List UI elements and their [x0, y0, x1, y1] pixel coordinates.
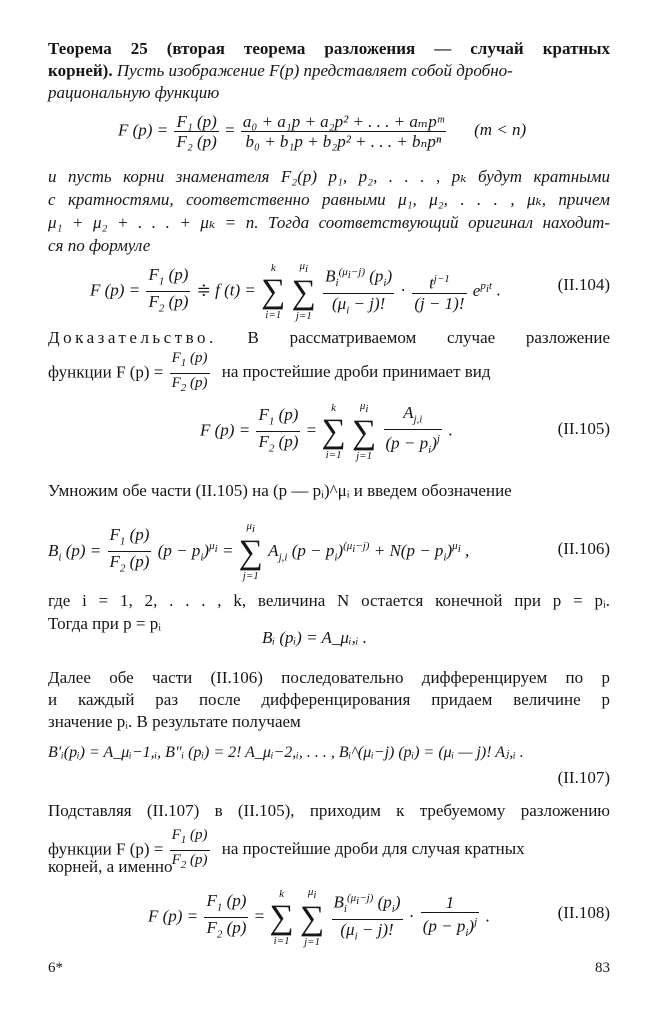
proof-diff-line: Далее обе части (II.106) последовательно дифференцируем по p	[48, 668, 610, 687]
proof-diff-line: значение pᵢ. В результате получаем	[48, 712, 301, 731]
proof-diff-line: и каждый раз после дифференцирования придаем величине p	[48, 690, 610, 709]
equation-bi: Bᵢ (pᵢ) = A_μᵢ,ᵢ .	[262, 628, 368, 647]
equation-107: B′ᵢ(pᵢ) = A_μᵢ−1,ᵢ, B″ᵢ (pᵢ) = 2! A_μᵢ−2,ᵢ, . . . , Bᵢ^(μᵢ−j) (pᵢ) = (μᵢ — j)! Aⱼ,ᵢ .	[48, 744, 524, 761]
equation-104: F (p) = $\frac{F_1 (p)}{F_2 (p)}$ ≑ f (t) = k ∑ i=1 $\mu_i$ ∑ j=1 $\frac{B_i^{(\mu_i-j)} (p_i)}{(\mu_i - j)!}$ · $\frac{t^{j-1}}{(j - 1)!}$ $e^{p_it}$ .	[90, 260, 501, 323]
theorem-text-line: ся по формуле	[48, 236, 151, 255]
equation-number: (II.108)	[557, 903, 610, 922]
signature-mark: 6*	[48, 960, 63, 976]
proof-subst-line3: корней, а именно	[48, 857, 173, 876]
equation-number: (II.105)	[557, 419, 610, 438]
equation-105: F (p) = $\frac{F_1 (p)}{F_2 (p)}$ = k ∑ i=1 $\mu_i$ ∑ j=1 $\frac{A_{j,i}}{(p - p_i)^j}$ .	[200, 400, 453, 463]
equation-108: F (p) = $\frac{F_1 (p)}{F_2 (p)}$ = k ∑ i=1 $\mu_i$ ∑ j=1 $\frac{B_i^{(\mu_i-j)} (p_i)}{(\mu_i - j)!}$ · $\frac{1}{(p - p_i)^j}$ .	[148, 886, 490, 949]
theorem-text-line: μ₁ + μ₂ + . . . + μₖ = n. Тогда соответствующий оригинал находит-	[48, 213, 610, 232]
proof-subst-line2: функции F (p) = $\frac{F_1 (p)}{F_2 (p)}$ на простейшие дроби для случая кратных	[48, 827, 525, 871]
theorem-title-line1: Теорема 25 (вторая теорема разложения — случай кратных	[48, 39, 610, 58]
proof-multiply-line: Умножим обе части (II.105) на (p — pᵢ)^μᵢ и введем обозначение	[48, 481, 512, 500]
theorem-title-line2: корней). Пусть изображение F(p) представляет собой дробно-	[48, 61, 513, 80]
equation-number: (II.104)	[557, 275, 610, 294]
proof-line2: функции F (p) = $\frac{F_1 (p)}{F_2 (p)}$ на простейшие дроби принимает вид	[48, 350, 491, 394]
equation-rational-function: F (p) = $\frac{\text{F₁ (p)}}{\text{F₂ (p)}}$ = $\frac{\text{a₀ + a₁p + a₂p² + . . . + aₘpᵐ}}{\text{b₀ + b₁p + b₂p² + . . . + bₙpⁿ}}$ (m < n)	[118, 112, 527, 151]
equation-number: (II.106)	[557, 539, 610, 558]
proof-where-line: где i = 1, 2, . . . , k, величина N остается конечной при p = pᵢ.	[48, 591, 610, 610]
equation-106: $B_i$ (p) = $\frac{F_1 (p)}{F_2 (p)}$ $(p - p_i)^{\mu_i}$ = $\mu_i$ ∑ j=1 $A_{j,i}$ $(p - p_i)^{(\mu_i-j)} + N(p - p_i)^{\mu_i}$ ,	[48, 520, 470, 583]
proof-line1: Доказательство. В рассматриваемом случае разложение	[48, 328, 611, 347]
theorem-text-line: и пусть корни знаменателя F₂(p) p₁, p₂, . . . , pₖ будут кратными	[48, 167, 610, 186]
proof-then-line: Тогда при p = pᵢ	[48, 614, 161, 633]
theorem-line3: рациональную функцию	[48, 83, 220, 102]
equation-number: (II.107)	[557, 768, 610, 787]
proof-subst-line: Подставляя (II.107) в (II.105), приходим к требуемому разложению	[48, 801, 610, 820]
theorem-text-line: с кратностями, соответственно равными μ₁, μ₂, . . . , μₖ, причем	[48, 190, 610, 209]
page-number: 83	[595, 960, 610, 976]
